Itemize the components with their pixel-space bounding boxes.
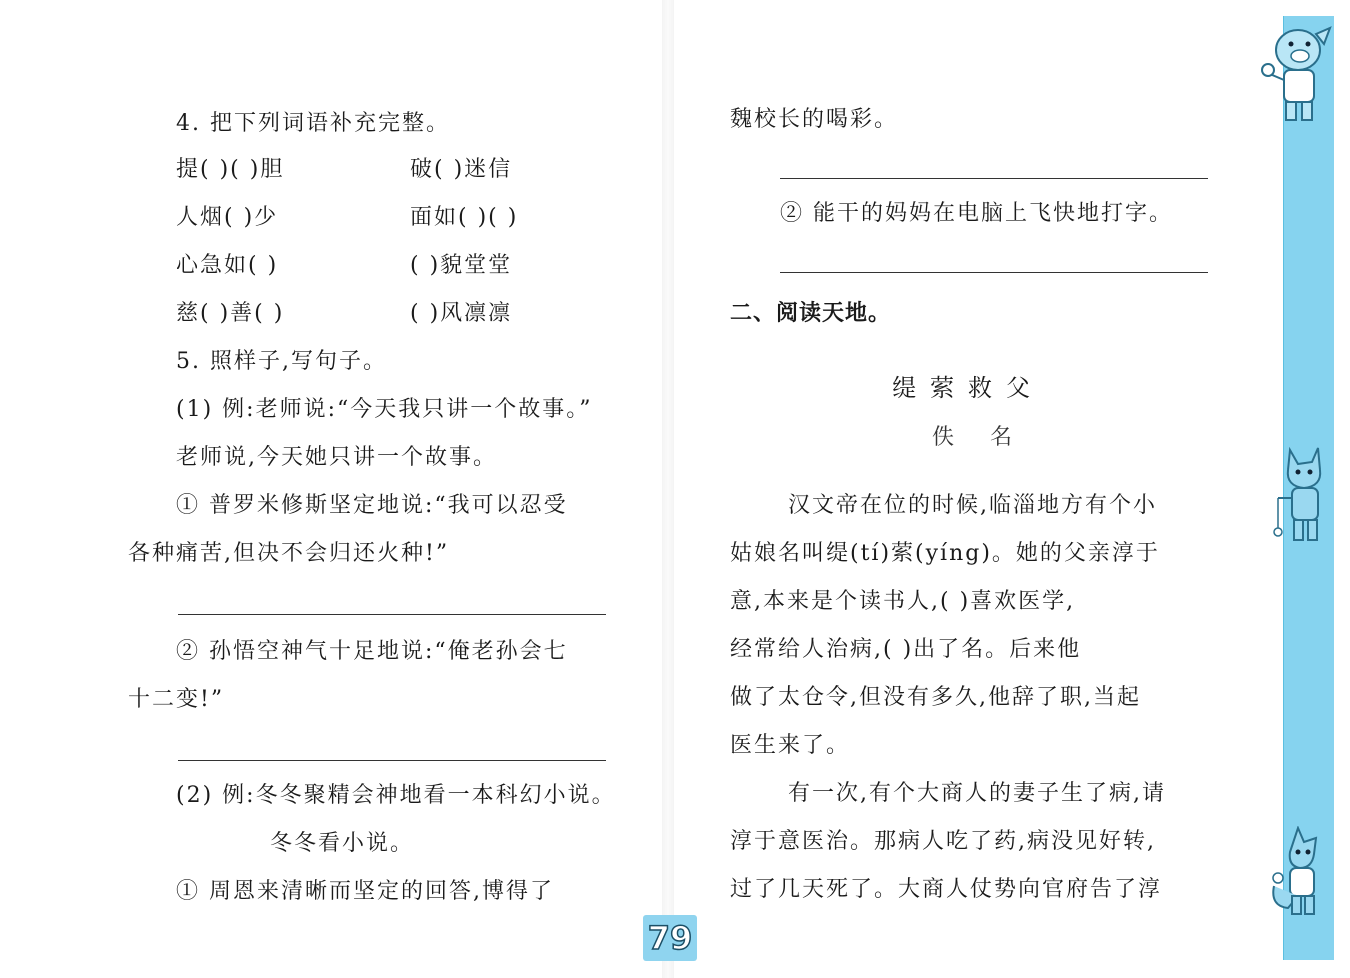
- paragraph-line: 姑娘名叫缇(tí)萦(yíng)。她的父亲淳于: [730, 541, 1160, 566]
- word-item: 面如( )( ): [410, 205, 519, 230]
- q5-heading: 5. 照样子,写句子。: [176, 349, 387, 374]
- paragraph-line: 有一次,有个大商人的妻子生了病,请: [788, 781, 1166, 806]
- paragraph-line: 过了几天死了。大商人仗势向官府告了淳: [730, 877, 1163, 902]
- exercise-1-line-2: 各种痛苦,但决不会归还火种!”: [128, 541, 450, 566]
- story-title: 缇萦救父: [892, 374, 1044, 402]
- continued-line: 魏校长的喝彩。: [730, 107, 899, 132]
- example-2-prompt: (2) 例:冬冬聚精会神地看一本科幻小说。: [176, 783, 616, 808]
- paragraph-line: 淳于意医治。那病人吃了药,病没见好转,: [730, 829, 1156, 854]
- exercise-1-line-1: ① 普罗米修斯坚定地说:“我可以忍受: [176, 493, 568, 518]
- example-1-answer: 老师说,今天她只讲一个故事。: [176, 445, 497, 470]
- exercise-2-line-2: 十二变!”: [128, 687, 225, 712]
- exercise-item-2: ② 能干的妈妈在电脑上飞快地打字。: [780, 201, 1173, 226]
- pig-mascot-icon: [1256, 22, 1338, 126]
- example-1-prompt: (1) 例:老师说:“今天我只讲一个故事。”: [176, 397, 593, 422]
- exercise-3-line-1: ① 周恩来清晰而坚定的回答,博得了: [176, 879, 554, 904]
- exercise-2-line-1: ② 孙悟空神气十足地说:“俺老孙会七: [176, 639, 568, 664]
- fox-mascot-icon: [1268, 826, 1334, 922]
- book-spine: [662, 0, 674, 978]
- page-number: 79: [643, 915, 697, 961]
- paragraph-line: 医生来了。: [730, 733, 851, 758]
- paragraph-line: 做了太仓令,但没有多久,他辞了职,当起: [730, 685, 1141, 710]
- story-author: 佚名: [932, 425, 1049, 450]
- word-item: ( )貌堂堂: [410, 253, 513, 278]
- word-item: 人烟( )少: [176, 205, 279, 230]
- word-item: 心急如( ): [176, 253, 279, 278]
- answer-line[interactable]: [780, 178, 1208, 179]
- answer-line[interactable]: [780, 272, 1208, 273]
- answer-line[interactable]: [178, 760, 606, 761]
- word-item: 提( )( )胆: [176, 157, 285, 182]
- answer-line[interactable]: [178, 614, 606, 615]
- word-item: ( )风凛凛: [410, 301, 513, 326]
- q4-heading: 4. 把下列词语补充完整。: [176, 111, 450, 136]
- example-2-answer: 冬冬看小说。: [270, 831, 415, 856]
- wolf-mascot-icon: [1268, 446, 1334, 550]
- paragraph-line: 汉文帝在位的时候,临淄地方有个小: [788, 493, 1157, 518]
- paragraph-line: 意,本来是个读书人,( )喜欢医学,: [730, 589, 1076, 614]
- word-item: 慈( )善( ): [176, 301, 285, 326]
- paragraph-line: 经常给人治病,( )出了名。后来他: [730, 637, 1082, 662]
- section-heading: 二、阅读天地。: [730, 301, 892, 326]
- word-item: 破( )迷信: [410, 157, 513, 182]
